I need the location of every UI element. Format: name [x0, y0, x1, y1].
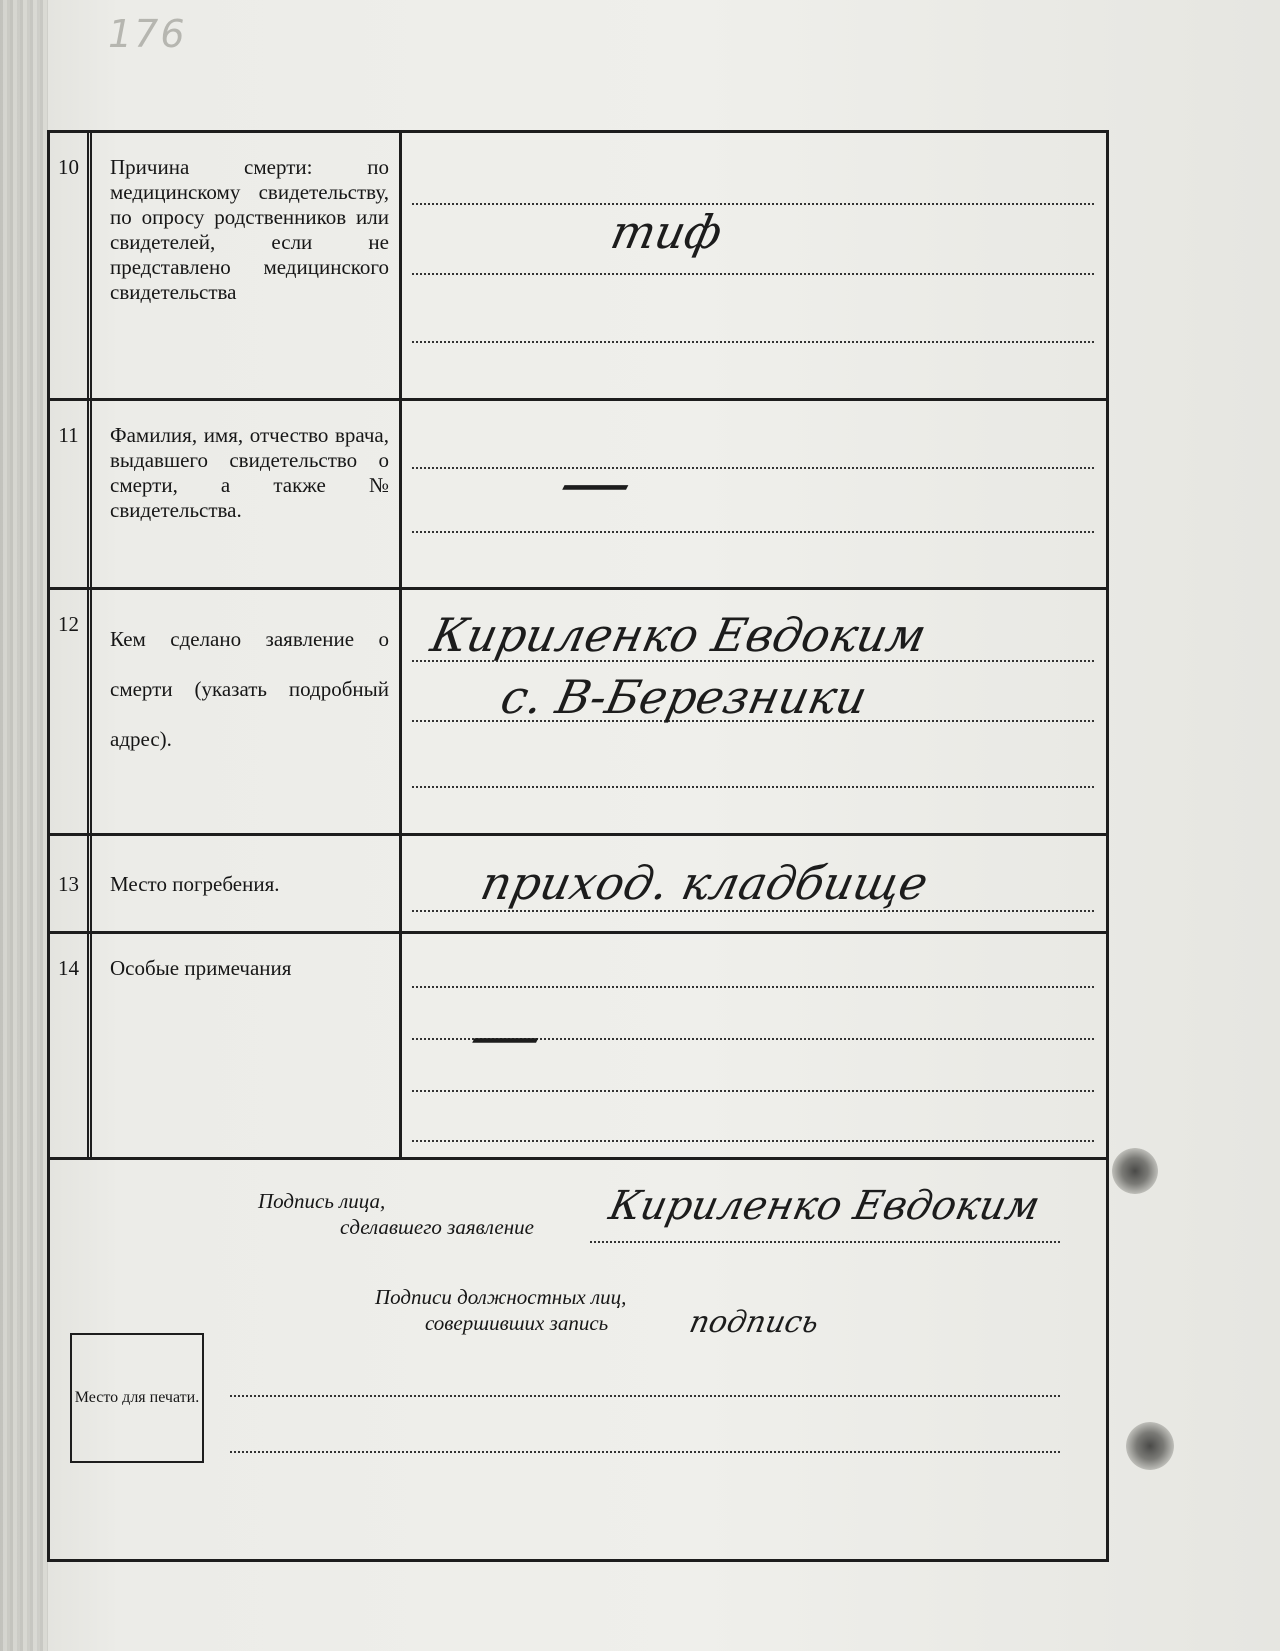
- applicant-signature-line: [590, 1241, 1060, 1243]
- row-label-notes: Особые примечания: [98, 934, 402, 1157]
- handwritten-declarant-address: с. В-Березники: [496, 670, 872, 724]
- entry-lines: [412, 590, 1094, 833]
- officials-signature-label-2: совершивших запись: [425, 1311, 609, 1335]
- row-number: 13: [50, 836, 92, 931]
- officials-signature: подпись: [686, 1305, 822, 1340]
- punch-hole: [1126, 1422, 1174, 1470]
- row-number: 14: [50, 934, 92, 1157]
- handwritten-cause: тиф: [606, 205, 727, 259]
- row-12: [50, 590, 1106, 836]
- handwritten-dash: —: [458, 994, 556, 1076]
- entry-lines: [412, 934, 1094, 1157]
- row-label-doctor: Фамилия, имя, отчество врача, выдавшего свидетельство о смерти, а также № свидетельства.: [98, 401, 402, 587]
- officials-signature-line-2: [230, 1451, 1060, 1453]
- entry-lines: [412, 836, 1094, 931]
- handwritten-dash: —: [548, 441, 646, 523]
- row-14: [50, 934, 1106, 1160]
- row-10: [50, 133, 1106, 401]
- archive-number: 176: [108, 12, 187, 56]
- handwritten-burial-place: приход. кладбище: [476, 856, 933, 910]
- death-record-form: [47, 130, 1109, 1562]
- row-number: 11: [50, 401, 92, 587]
- row-number: 10: [50, 133, 92, 398]
- stamp-placeholder: Место для печати.: [70, 1333, 204, 1463]
- row-11: [50, 401, 1106, 590]
- row-label-declarant: Кем сделано заявление о смерти (указать подробный адрес).: [98, 590, 402, 833]
- officials-signature-label-1: Подписи должностных лиц,: [375, 1285, 627, 1309]
- applicant-signature-label-2: сделавшего заявление: [340, 1215, 534, 1239]
- applicant-signature: Кириленко Евдоким: [605, 1183, 1044, 1229]
- punch-hole: [1112, 1148, 1158, 1194]
- entry-lines: [412, 133, 1094, 398]
- entry-lines: [412, 401, 1094, 587]
- officials-signature-line-1: [230, 1395, 1060, 1397]
- row-label-burial-place: Место погребения.: [98, 836, 402, 931]
- applicant-signature-label-1: Подпись лица,: [258, 1189, 386, 1213]
- row-13: [50, 836, 1106, 934]
- binding-edge: [0, 0, 48, 1651]
- row-number: 12: [50, 590, 92, 833]
- handwritten-declarant-name: Кириленко Евдоким: [426, 608, 932, 662]
- row-label-cause-of-death: Причина смерти: по медицинскому свидетельству, по опросу родственников или свидетелей, если не представлено медицинского свидетельства: [98, 133, 402, 398]
